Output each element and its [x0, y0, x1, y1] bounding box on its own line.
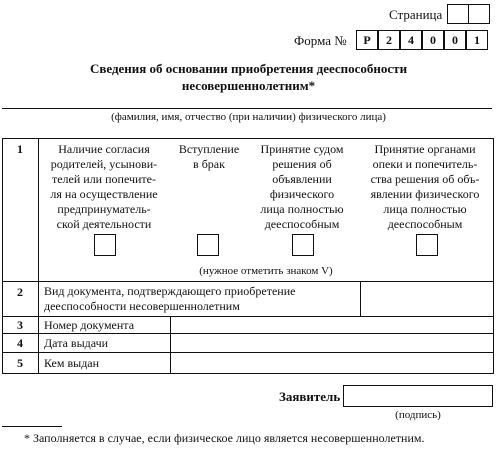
header-line: решения об — [272, 157, 332, 171]
form-code-cell: 1 — [466, 30, 488, 50]
label-line: дееспособности несовершеннолетним — [44, 299, 240, 313]
document-number-label: Номер документа — [44, 318, 135, 332]
column-header-consent — [40, 142, 168, 232]
table-divider — [2, 352, 494, 353]
court-decision-checkbox[interactable] — [292, 234, 314, 256]
signature-caption: (подпись) — [395, 409, 441, 421]
issued-by-field[interactable] — [172, 354, 492, 372]
row-number: 4 — [17, 336, 23, 350]
header-line: явлении физического — [370, 187, 480, 201]
name-caption: (фамилия, имя, отчество (при наличии) физического лица) — [111, 111, 386, 123]
form-code-cell: 0 — [444, 30, 466, 50]
form-code-cell: 0 — [422, 30, 444, 50]
row-number: 2 — [17, 285, 23, 299]
header-line: Вступление — [178, 142, 240, 156]
header-line: лица полностью — [383, 202, 467, 216]
footnote-divider — [2, 426, 62, 427]
header-line: дееспособным — [387, 217, 463, 231]
label-line: Вид документа, подтверждающего приобретение — [44, 284, 296, 298]
issued-by-label: Кем выдан — [44, 356, 100, 370]
header-line: физического — [269, 187, 335, 201]
page-number-field-1[interactable] — [447, 4, 469, 24]
form-code-cell: 4 — [400, 30, 422, 50]
header-line: Принятие судом — [260, 142, 344, 156]
table-divider — [38, 138, 39, 374]
header-line: лица полностью — [260, 202, 344, 216]
consent-checkbox[interactable] — [94, 234, 116, 256]
form-label: Форма № — [294, 33, 347, 48]
column-header-court — [247, 142, 357, 232]
table-divider — [2, 316, 494, 317]
header-line: в брак — [193, 157, 225, 171]
issue-date-field[interactable] — [172, 335, 492, 351]
row-number: 3 — [17, 318, 23, 332]
table-divider — [170, 316, 171, 374]
header-line: опеки и попечитель- — [372, 157, 478, 171]
table-divider — [2, 333, 494, 334]
row-number: 1 — [17, 142, 23, 156]
table-divider — [360, 281, 361, 316]
issue-date-label: Дата выдачи — [44, 336, 109, 350]
title-line-2: несовершеннолетним* — [181, 78, 316, 93]
header-line: объявлении — [272, 172, 332, 186]
table-divider — [2, 281, 494, 282]
row-number: 5 — [17, 356, 23, 370]
page-title — [0, 60, 497, 94]
header-line: телей или попечите- — [51, 172, 157, 186]
guardianship-decision-checkbox[interactable] — [416, 234, 438, 256]
page-number-field-2[interactable] — [468, 4, 490, 24]
page-label: Страница — [389, 7, 443, 22]
header-line: предпринуматель- — [57, 202, 151, 216]
header-line: ства решения об объ- — [370, 172, 480, 186]
header-line: Наличие согласия — [58, 142, 150, 156]
header-line: Принятие органами — [374, 142, 476, 156]
header-line: родителей, усынови- — [50, 157, 158, 171]
header-line: дееспособным — [264, 217, 340, 231]
name-input-line[interactable] — [2, 108, 492, 109]
header-line: ля на осуществление — [50, 187, 158, 201]
column-header-guardianship — [358, 142, 492, 232]
document-type-label — [44, 284, 295, 314]
document-number-field[interactable] — [172, 318, 492, 332]
form-code-cell: Р — [356, 30, 378, 50]
applicant-label: Заявитель — [279, 389, 341, 404]
marriage-checkbox[interactable] — [197, 234, 219, 256]
title-line-1: Сведения об основании приобретения дееспособности — [89, 61, 408, 76]
document-type-field[interactable] — [362, 283, 492, 315]
column-header-marriage — [168, 142, 250, 172]
signature-field[interactable] — [343, 385, 493, 407]
check-note: (нужное отметить знаком V) — [199, 265, 333, 277]
form-code-cell: 2 — [378, 30, 400, 50]
header-line: ской деятельности — [56, 217, 152, 231]
footnote: * Заполняется в случае, если физическое лицо является несовершеннолетним. — [24, 431, 425, 445]
